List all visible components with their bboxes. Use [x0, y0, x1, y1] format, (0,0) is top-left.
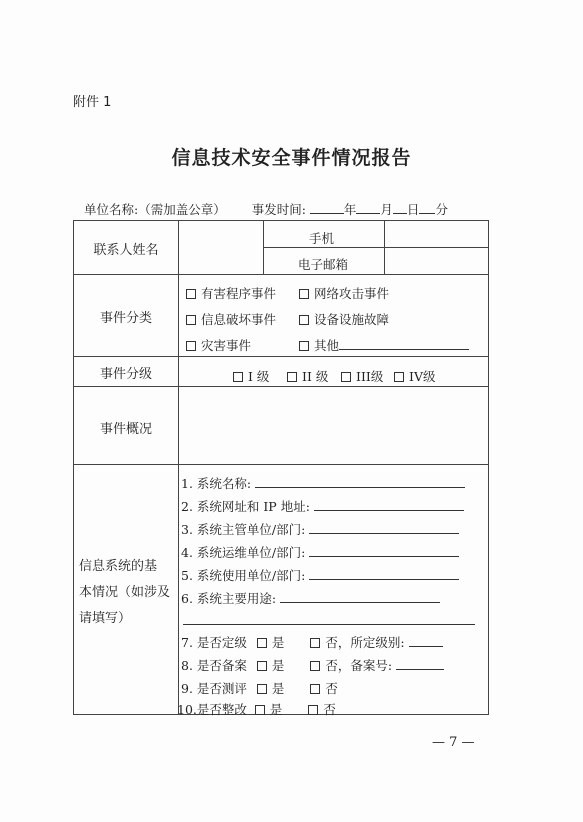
year-label: 年: [343, 202, 357, 217]
grade-label: 事件分级: [99, 367, 152, 382]
checkbox-icon[interactable]: [255, 705, 265, 715]
category-option-attack[interactable]: 网络攻击事件: [299, 284, 389, 302]
checkbox-icon: [186, 315, 196, 325]
category-label: 事件分类: [99, 311, 152, 326]
attachment-label: 附件 1: [73, 95, 112, 110]
day-label: 日: [406, 202, 420, 217]
tested-question: 9. 是否测评 是 否: [181, 681, 338, 696]
phone-field[interactable]: [386, 222, 486, 246]
document-title: 信息技术安全事件情况报告: [171, 147, 412, 169]
checkbox-icon[interactable]: [310, 684, 320, 694]
checkbox-icon: [299, 315, 309, 325]
checkbox-icon: [233, 372, 243, 382]
checkbox-icon: [186, 289, 196, 299]
system-name-field[interactable]: 1. 系统名称:: [181, 474, 465, 492]
checkbox-icon: [394, 372, 404, 382]
system-info-label: 信息系统的基 本情况（如涉及 请填写）: [79, 559, 171, 626]
year-blank[interactable]: [310, 201, 344, 214]
checkbox-icon: [186, 341, 196, 351]
email-field[interactable]: [386, 249, 486, 273]
grade-option-4[interactable]: IV级: [394, 367, 435, 385]
checkbox-icon: [341, 372, 351, 382]
minute-label: 分: [435, 202, 448, 217]
category-option-destruction[interactable]: 信息破坏事件: [186, 310, 276, 328]
rectified-question: 10.是否整改 是 否: [177, 702, 336, 717]
filed-question: 8. 是否备案 是 否，备案号:: [181, 656, 444, 674]
page-number: — 7 —: [432, 735, 475, 750]
graded-question: 7. 是否定级 是 否，所定级别:: [181, 633, 443, 651]
system-url-field[interactable]: 2. 系统网址和 IP 地址:: [181, 497, 464, 515]
system-operator-field[interactable]: 4. 系统运维单位/部门:: [181, 543, 459, 561]
checkbox-icon[interactable]: [308, 705, 318, 715]
checkbox-icon[interactable]: [310, 661, 320, 671]
grade-option-3[interactable]: III级: [341, 367, 383, 385]
checkbox-icon: [287, 372, 297, 382]
system-owner-field[interactable]: 3. 系统主管单位/部门:: [181, 520, 459, 538]
checkbox-icon: [299, 289, 309, 299]
checkbox-icon[interactable]: [310, 638, 320, 648]
unit-name-label: 单位名称:（需加盖公章）: [84, 202, 226, 217]
email-label: 电子邮箱: [298, 257, 349, 272]
system-purpose-line2[interactable]: [183, 624, 475, 625]
summary-field[interactable]: [180, 388, 486, 462]
checkbox-icon[interactable]: [257, 661, 267, 671]
checkbox-icon[interactable]: [257, 638, 267, 648]
month-label: 月: [380, 202, 393, 217]
incident-time-label: 事发时间:: [251, 202, 306, 217]
checkbox-icon: [299, 341, 309, 351]
summary-label: 事件概况: [99, 422, 152, 437]
day-blank[interactable]: [393, 201, 407, 214]
grade-option-1[interactable]: I 级: [233, 367, 269, 385]
checkbox-icon[interactable]: [257, 684, 267, 694]
category-option-malware[interactable]: 有害程序事件: [186, 284, 276, 302]
minute-blank[interactable]: [419, 201, 435, 214]
filing-number-blank[interactable]: [396, 656, 444, 670]
category-option-disaster[interactable]: 灾害事件: [186, 336, 251, 354]
contact-name-label: 联系人姓名: [93, 243, 159, 258]
contact-name-field[interactable]: [180, 222, 262, 272]
month-blank[interactable]: [356, 201, 380, 214]
unit-time-line: [84, 200, 448, 218]
category-option-other[interactable]: 其他: [299, 336, 469, 354]
category-option-equipment[interactable]: 设备设施故障: [299, 310, 389, 328]
phone-label: 手机: [309, 231, 335, 246]
system-user-field[interactable]: 5. 系统使用单位/部门:: [181, 566, 459, 584]
grade-option-2[interactable]: II 级: [287, 367, 328, 385]
system-purpose-field[interactable]: 6. 系统主要用途:: [181, 589, 440, 607]
grade-level-blank[interactable]: [409, 633, 443, 647]
other-blank[interactable]: [339, 336, 469, 350]
